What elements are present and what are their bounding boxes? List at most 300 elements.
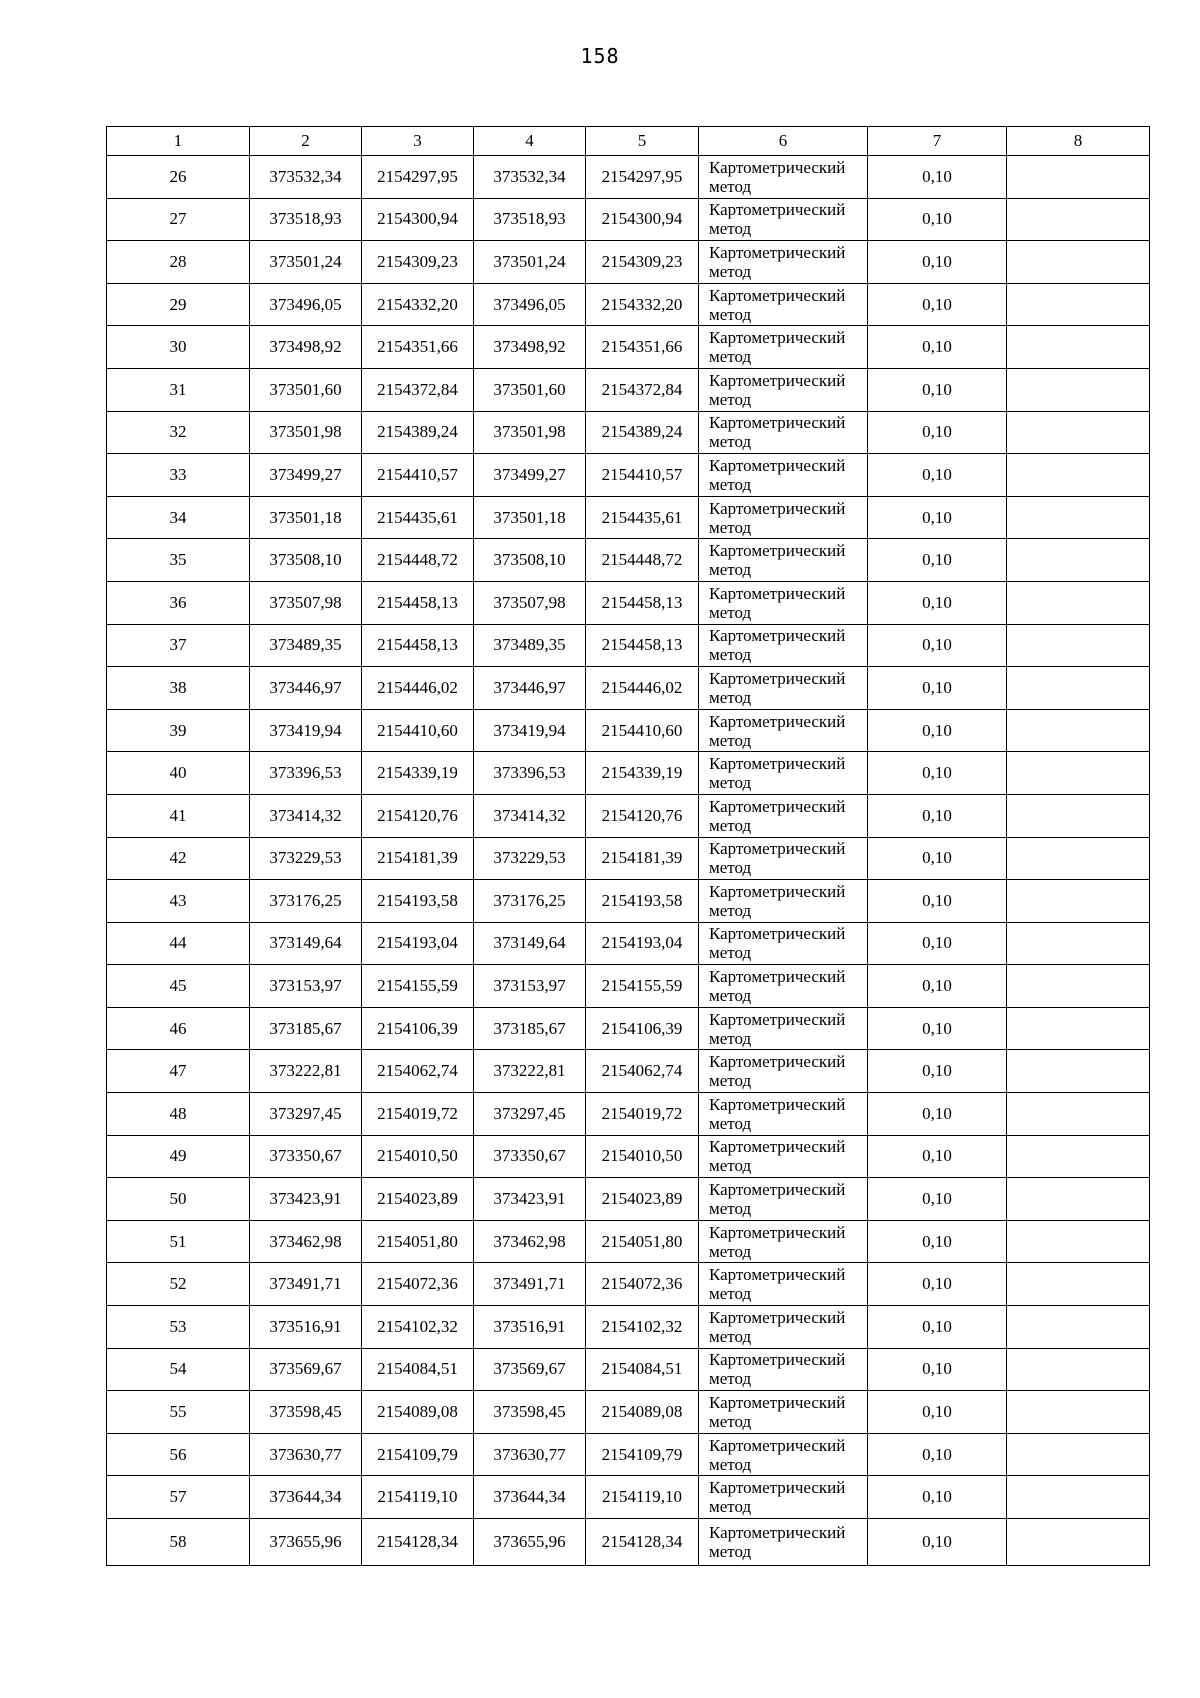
y-coord-cell: 2154332,20 bbox=[586, 283, 699, 326]
method-cell: Картометрический метод bbox=[699, 581, 868, 624]
table-row bbox=[107, 283, 1150, 326]
point-number-cell: 41 bbox=[107, 794, 250, 837]
y-coord-cell: 2154155,59 bbox=[586, 965, 699, 1008]
y-coord-cell: 2154072,36 bbox=[362, 1263, 474, 1306]
y-coord-cell: 2154010,50 bbox=[362, 1135, 474, 1178]
x-coord-cell: 373518,93 bbox=[250, 198, 362, 241]
accuracy-cell: 0,10 bbox=[868, 880, 1007, 923]
point-number-cell: 54 bbox=[107, 1348, 250, 1391]
y-coord-cell: 2154181,39 bbox=[362, 837, 474, 880]
point-number-cell: 27 bbox=[107, 198, 250, 241]
y-coord-cell: 2154019,72 bbox=[586, 1093, 699, 1136]
y-coord-cell: 2154446,02 bbox=[362, 667, 474, 710]
x-coord-cell: 373532,34 bbox=[474, 156, 586, 199]
method-cell: Картометрический метод bbox=[699, 1391, 868, 1434]
y-coord-cell: 2154309,23 bbox=[362, 241, 474, 284]
x-coord-cell: 373229,53 bbox=[474, 837, 586, 880]
point-number-cell: 29 bbox=[107, 283, 250, 326]
header-row bbox=[107, 127, 1150, 156]
point-number-cell: 30 bbox=[107, 326, 250, 369]
x-coord-cell: 373644,34 bbox=[250, 1476, 362, 1519]
header-cell: 8 bbox=[1007, 127, 1150, 156]
point-number-cell: 43 bbox=[107, 880, 250, 923]
point-number-cell: 38 bbox=[107, 667, 250, 710]
table-row bbox=[107, 1135, 1150, 1178]
header-cell: 2 bbox=[250, 127, 362, 156]
note-cell bbox=[1007, 368, 1150, 411]
x-coord-cell: 373498,92 bbox=[474, 326, 586, 369]
method-cell: Картометрический метод bbox=[699, 368, 868, 411]
note-cell bbox=[1007, 1007, 1150, 1050]
note-cell bbox=[1007, 496, 1150, 539]
table-row bbox=[107, 1519, 1150, 1566]
note-cell bbox=[1007, 1093, 1150, 1136]
y-coord-cell: 2154309,23 bbox=[586, 241, 699, 284]
method-cell: Картометрический метод bbox=[699, 752, 868, 795]
method-cell: Картометрический метод bbox=[699, 454, 868, 497]
accuracy-cell: 0,10 bbox=[868, 1476, 1007, 1519]
note-cell bbox=[1007, 1433, 1150, 1476]
x-coord-cell: 373396,53 bbox=[474, 752, 586, 795]
y-coord-cell: 2154297,95 bbox=[362, 156, 474, 199]
note-cell bbox=[1007, 1391, 1150, 1434]
accuracy-cell: 0,10 bbox=[868, 581, 1007, 624]
method-cell: Картометрический метод bbox=[699, 241, 868, 284]
point-number-cell: 50 bbox=[107, 1178, 250, 1221]
table-row bbox=[107, 581, 1150, 624]
y-coord-cell: 2154119,10 bbox=[586, 1476, 699, 1519]
note-cell bbox=[1007, 1220, 1150, 1263]
method-cell: Картометрический метод bbox=[699, 156, 868, 199]
point-number-cell: 51 bbox=[107, 1220, 250, 1263]
y-coord-cell: 2154410,60 bbox=[362, 709, 474, 752]
accuracy-cell: 0,10 bbox=[868, 1306, 1007, 1349]
x-coord-cell: 373153,97 bbox=[250, 965, 362, 1008]
accuracy-cell: 0,10 bbox=[868, 1348, 1007, 1391]
note-cell bbox=[1007, 965, 1150, 1008]
x-coord-cell: 373489,35 bbox=[250, 624, 362, 667]
x-coord-cell: 373630,77 bbox=[474, 1433, 586, 1476]
table-row bbox=[107, 752, 1150, 795]
x-coord-cell: 373350,67 bbox=[474, 1135, 586, 1178]
table-row bbox=[107, 922, 1150, 965]
x-coord-cell: 373419,94 bbox=[250, 709, 362, 752]
header-cell: 6 bbox=[699, 127, 868, 156]
y-coord-cell: 2154072,36 bbox=[586, 1263, 699, 1306]
y-coord-cell: 2154193,58 bbox=[362, 880, 474, 923]
x-coord-cell: 373496,05 bbox=[250, 283, 362, 326]
x-coord-cell: 373297,45 bbox=[250, 1093, 362, 1136]
note-cell bbox=[1007, 156, 1150, 199]
note-cell bbox=[1007, 454, 1150, 497]
note-cell bbox=[1007, 1263, 1150, 1306]
accuracy-cell: 0,10 bbox=[868, 1007, 1007, 1050]
y-coord-cell: 2154106,39 bbox=[362, 1007, 474, 1050]
note-cell bbox=[1007, 880, 1150, 923]
y-coord-cell: 2154193,58 bbox=[586, 880, 699, 923]
method-cell: Картометрический метод bbox=[699, 1220, 868, 1263]
note-cell bbox=[1007, 1178, 1150, 1221]
x-coord-cell: 373185,67 bbox=[474, 1007, 586, 1050]
table-row bbox=[107, 1476, 1150, 1519]
table-row bbox=[107, 496, 1150, 539]
header-cell: 4 bbox=[474, 127, 586, 156]
note-cell bbox=[1007, 1348, 1150, 1391]
y-coord-cell: 2154062,74 bbox=[586, 1050, 699, 1093]
table-header bbox=[107, 127, 1150, 156]
y-coord-cell: 2154102,32 bbox=[586, 1306, 699, 1349]
table-row bbox=[107, 1007, 1150, 1050]
y-coord-cell: 2154458,13 bbox=[586, 624, 699, 667]
accuracy-cell: 0,10 bbox=[868, 667, 1007, 710]
x-coord-cell: 373518,93 bbox=[474, 198, 586, 241]
header-cell: 3 bbox=[362, 127, 474, 156]
accuracy-cell: 0,10 bbox=[868, 1178, 1007, 1221]
coordinates-table bbox=[106, 126, 1150, 1566]
y-coord-cell: 2154435,61 bbox=[362, 496, 474, 539]
accuracy-cell: 0,10 bbox=[868, 1220, 1007, 1263]
accuracy-cell: 0,10 bbox=[868, 1135, 1007, 1178]
method-cell: Картометрический метод bbox=[699, 1433, 868, 1476]
y-coord-cell: 2154448,72 bbox=[586, 539, 699, 582]
y-coord-cell: 2154128,34 bbox=[586, 1519, 699, 1566]
x-coord-cell: 373569,67 bbox=[250, 1348, 362, 1391]
accuracy-cell: 0,10 bbox=[868, 1433, 1007, 1476]
point-number-cell: 48 bbox=[107, 1093, 250, 1136]
note-cell bbox=[1007, 1519, 1150, 1566]
x-coord-cell: 373414,32 bbox=[250, 794, 362, 837]
y-coord-cell: 2154389,24 bbox=[586, 411, 699, 454]
note-cell bbox=[1007, 241, 1150, 284]
y-coord-cell: 2154051,80 bbox=[586, 1220, 699, 1263]
method-cell: Картометрический метод bbox=[699, 1263, 868, 1306]
y-coord-cell: 2154193,04 bbox=[362, 922, 474, 965]
table-row bbox=[107, 1178, 1150, 1221]
table-row bbox=[107, 837, 1150, 880]
x-coord-cell: 373598,45 bbox=[250, 1391, 362, 1434]
header-cell: 7 bbox=[868, 127, 1007, 156]
y-coord-cell: 2154297,95 bbox=[586, 156, 699, 199]
y-coord-cell: 2154023,89 bbox=[362, 1178, 474, 1221]
y-coord-cell: 2154339,19 bbox=[362, 752, 474, 795]
table-row bbox=[107, 1050, 1150, 1093]
note-cell bbox=[1007, 794, 1150, 837]
x-coord-cell: 373350,67 bbox=[250, 1135, 362, 1178]
x-coord-cell: 373423,91 bbox=[474, 1178, 586, 1221]
table-row bbox=[107, 880, 1150, 923]
method-cell: Картометрический метод bbox=[699, 624, 868, 667]
y-coord-cell: 2154089,08 bbox=[586, 1391, 699, 1434]
note-cell bbox=[1007, 667, 1150, 710]
x-coord-cell: 373491,71 bbox=[474, 1263, 586, 1306]
method-cell: Картометрический метод bbox=[699, 922, 868, 965]
y-coord-cell: 2154128,34 bbox=[362, 1519, 474, 1566]
y-coord-cell: 2154120,76 bbox=[586, 794, 699, 837]
y-coord-cell: 2154106,39 bbox=[586, 1007, 699, 1050]
method-cell: Картометрический метод bbox=[699, 1135, 868, 1178]
method-cell: Картометрический метод bbox=[699, 1093, 868, 1136]
table-row bbox=[107, 965, 1150, 1008]
point-number-cell: 31 bbox=[107, 368, 250, 411]
table-row bbox=[107, 1220, 1150, 1263]
point-number-cell: 33 bbox=[107, 454, 250, 497]
method-cell: Картометрический метод bbox=[699, 1178, 868, 1221]
note-cell bbox=[1007, 1135, 1150, 1178]
point-number-cell: 58 bbox=[107, 1519, 250, 1566]
accuracy-cell: 0,10 bbox=[868, 922, 1007, 965]
note-cell bbox=[1007, 1306, 1150, 1349]
x-coord-cell: 373297,45 bbox=[474, 1093, 586, 1136]
x-coord-cell: 373446,97 bbox=[250, 667, 362, 710]
accuracy-cell: 0,10 bbox=[868, 624, 1007, 667]
accuracy-cell: 0,10 bbox=[868, 326, 1007, 369]
x-coord-cell: 373569,67 bbox=[474, 1348, 586, 1391]
y-coord-cell: 2154458,13 bbox=[586, 581, 699, 624]
y-coord-cell: 2154119,10 bbox=[362, 1476, 474, 1519]
x-coord-cell: 373501,60 bbox=[250, 368, 362, 411]
point-number-cell: 46 bbox=[107, 1007, 250, 1050]
x-coord-cell: 373499,27 bbox=[474, 454, 586, 497]
accuracy-cell: 0,10 bbox=[868, 1263, 1007, 1306]
accuracy-cell: 0,10 bbox=[868, 965, 1007, 1008]
note-cell bbox=[1007, 1050, 1150, 1093]
x-coord-cell: 373499,27 bbox=[250, 454, 362, 497]
note-cell bbox=[1007, 198, 1150, 241]
accuracy-cell: 0,10 bbox=[868, 454, 1007, 497]
y-coord-cell: 2154019,72 bbox=[362, 1093, 474, 1136]
point-number-cell: 55 bbox=[107, 1391, 250, 1434]
note-cell bbox=[1007, 581, 1150, 624]
method-cell: Картометрический метод bbox=[699, 965, 868, 1008]
x-coord-cell: 373644,34 bbox=[474, 1476, 586, 1519]
method-cell: Картометрический метод bbox=[699, 1519, 868, 1566]
y-coord-cell: 2154300,94 bbox=[586, 198, 699, 241]
x-coord-cell: 373501,24 bbox=[474, 241, 586, 284]
method-cell: Картометрический метод bbox=[699, 794, 868, 837]
accuracy-cell: 0,10 bbox=[868, 794, 1007, 837]
method-cell: Картометрический метод bbox=[699, 880, 868, 923]
method-cell: Картометрический метод bbox=[699, 496, 868, 539]
x-coord-cell: 373176,25 bbox=[250, 880, 362, 923]
y-coord-cell: 2154300,94 bbox=[362, 198, 474, 241]
accuracy-cell: 0,10 bbox=[868, 539, 1007, 582]
method-cell: Картометрический метод bbox=[699, 1007, 868, 1050]
x-coord-cell: 373501,98 bbox=[250, 411, 362, 454]
table-row bbox=[107, 624, 1150, 667]
note-cell bbox=[1007, 283, 1150, 326]
table-row bbox=[107, 326, 1150, 369]
accuracy-cell: 0,10 bbox=[868, 368, 1007, 411]
x-coord-cell: 373501,18 bbox=[250, 496, 362, 539]
x-coord-cell: 373222,81 bbox=[474, 1050, 586, 1093]
x-coord-cell: 373153,97 bbox=[474, 965, 586, 1008]
y-coord-cell: 2154084,51 bbox=[586, 1348, 699, 1391]
method-cell: Картометрический метод bbox=[699, 198, 868, 241]
method-cell: Картометрический метод bbox=[699, 667, 868, 710]
y-coord-cell: 2154372,84 bbox=[362, 368, 474, 411]
x-coord-cell: 373489,35 bbox=[474, 624, 586, 667]
accuracy-cell: 0,10 bbox=[868, 411, 1007, 454]
accuracy-cell: 0,10 bbox=[868, 709, 1007, 752]
x-coord-cell: 373176,25 bbox=[474, 880, 586, 923]
note-cell bbox=[1007, 326, 1150, 369]
table-row bbox=[107, 667, 1150, 710]
point-number-cell: 52 bbox=[107, 1263, 250, 1306]
point-number-cell: 47 bbox=[107, 1050, 250, 1093]
x-coord-cell: 373508,10 bbox=[474, 539, 586, 582]
y-coord-cell: 2154062,74 bbox=[362, 1050, 474, 1093]
y-coord-cell: 2154351,66 bbox=[362, 326, 474, 369]
y-coord-cell: 2154458,13 bbox=[362, 624, 474, 667]
point-number-cell: 53 bbox=[107, 1306, 250, 1349]
x-coord-cell: 373532,34 bbox=[250, 156, 362, 199]
y-coord-cell: 2154389,24 bbox=[362, 411, 474, 454]
x-coord-cell: 373185,67 bbox=[250, 1007, 362, 1050]
x-coord-cell: 373462,98 bbox=[474, 1220, 586, 1263]
accuracy-cell: 0,10 bbox=[868, 1050, 1007, 1093]
y-coord-cell: 2154410,57 bbox=[362, 454, 474, 497]
x-coord-cell: 373507,98 bbox=[250, 581, 362, 624]
method-cell: Картометрический метод bbox=[699, 837, 868, 880]
y-coord-cell: 2154435,61 bbox=[586, 496, 699, 539]
table-row bbox=[107, 411, 1150, 454]
x-coord-cell: 373396,53 bbox=[250, 752, 362, 795]
y-coord-cell: 2154120,76 bbox=[362, 794, 474, 837]
note-cell bbox=[1007, 1476, 1150, 1519]
point-number-cell: 45 bbox=[107, 965, 250, 1008]
accuracy-cell: 0,10 bbox=[868, 198, 1007, 241]
accuracy-cell: 0,10 bbox=[868, 837, 1007, 880]
accuracy-cell: 0,10 bbox=[868, 1093, 1007, 1136]
x-coord-cell: 373496,05 bbox=[474, 283, 586, 326]
y-coord-cell: 2154181,39 bbox=[586, 837, 699, 880]
table-row bbox=[107, 539, 1150, 582]
x-coord-cell: 373414,32 bbox=[474, 794, 586, 837]
method-cell: Картометрический метод bbox=[699, 1348, 868, 1391]
x-coord-cell: 373229,53 bbox=[250, 837, 362, 880]
method-cell: Картометрический метод bbox=[699, 1050, 868, 1093]
table-row bbox=[107, 1433, 1150, 1476]
accuracy-cell: 0,10 bbox=[868, 1519, 1007, 1566]
note-cell bbox=[1007, 752, 1150, 795]
x-coord-cell: 373501,18 bbox=[474, 496, 586, 539]
point-number-cell: 35 bbox=[107, 539, 250, 582]
y-coord-cell: 2154193,04 bbox=[586, 922, 699, 965]
y-coord-cell: 2154458,13 bbox=[362, 581, 474, 624]
point-number-cell: 37 bbox=[107, 624, 250, 667]
y-coord-cell: 2154010,50 bbox=[586, 1135, 699, 1178]
x-coord-cell: 373149,64 bbox=[474, 922, 586, 965]
y-coord-cell: 2154102,32 bbox=[362, 1306, 474, 1349]
accuracy-cell: 0,10 bbox=[868, 156, 1007, 199]
x-coord-cell: 373491,71 bbox=[250, 1263, 362, 1306]
accuracy-cell: 0,10 bbox=[868, 283, 1007, 326]
table-row bbox=[107, 1348, 1150, 1391]
table-body bbox=[107, 156, 1150, 1566]
x-coord-cell: 373655,96 bbox=[250, 1519, 362, 1566]
method-cell: Картометрический метод bbox=[699, 539, 868, 582]
note-cell bbox=[1007, 539, 1150, 582]
table-row bbox=[107, 1306, 1150, 1349]
point-number-cell: 49 bbox=[107, 1135, 250, 1178]
table-row bbox=[107, 1263, 1150, 1306]
x-coord-cell: 373501,98 bbox=[474, 411, 586, 454]
table-row bbox=[107, 1093, 1150, 1136]
x-coord-cell: 373507,98 bbox=[474, 581, 586, 624]
x-coord-cell: 373498,92 bbox=[250, 326, 362, 369]
y-coord-cell: 2154051,80 bbox=[362, 1220, 474, 1263]
accuracy-cell: 0,10 bbox=[868, 1391, 1007, 1434]
method-cell: Картометрический метод bbox=[699, 1476, 868, 1519]
y-coord-cell: 2154351,66 bbox=[586, 326, 699, 369]
note-cell bbox=[1007, 624, 1150, 667]
y-coord-cell: 2154410,57 bbox=[586, 454, 699, 497]
point-number-cell: 56 bbox=[107, 1433, 250, 1476]
note-cell bbox=[1007, 411, 1150, 454]
point-number-cell: 28 bbox=[107, 241, 250, 284]
method-cell: Картометрический метод bbox=[699, 283, 868, 326]
x-coord-cell: 373630,77 bbox=[250, 1433, 362, 1476]
y-coord-cell: 2154155,59 bbox=[362, 965, 474, 1008]
point-number-cell: 42 bbox=[107, 837, 250, 880]
x-coord-cell: 373501,60 bbox=[474, 368, 586, 411]
accuracy-cell: 0,10 bbox=[868, 496, 1007, 539]
table-row bbox=[107, 454, 1150, 497]
point-number-cell: 26 bbox=[107, 156, 250, 199]
method-cell: Картометрический метод bbox=[699, 326, 868, 369]
x-coord-cell: 373446,97 bbox=[474, 667, 586, 710]
page-number: 158 bbox=[580, 44, 620, 68]
x-coord-cell: 373501,24 bbox=[250, 241, 362, 284]
header-cell: 5 bbox=[586, 127, 699, 156]
note-cell bbox=[1007, 837, 1150, 880]
y-coord-cell: 2154332,20 bbox=[362, 283, 474, 326]
x-coord-cell: 373655,96 bbox=[474, 1519, 586, 1566]
method-cell: Картометрический метод bbox=[699, 1306, 868, 1349]
table-row bbox=[107, 368, 1150, 411]
point-number-cell: 32 bbox=[107, 411, 250, 454]
table-row bbox=[107, 1391, 1150, 1434]
x-coord-cell: 373462,98 bbox=[250, 1220, 362, 1263]
x-coord-cell: 373598,45 bbox=[474, 1391, 586, 1434]
point-number-cell: 40 bbox=[107, 752, 250, 795]
x-coord-cell: 373516,91 bbox=[474, 1306, 586, 1349]
table-row bbox=[107, 156, 1150, 199]
point-number-cell: 44 bbox=[107, 922, 250, 965]
y-coord-cell: 2154372,84 bbox=[586, 368, 699, 411]
y-coord-cell: 2154023,89 bbox=[586, 1178, 699, 1221]
method-cell: Картометрический метод bbox=[699, 411, 868, 454]
y-coord-cell: 2154410,60 bbox=[586, 709, 699, 752]
x-coord-cell: 373516,91 bbox=[250, 1306, 362, 1349]
x-coord-cell: 373222,81 bbox=[250, 1050, 362, 1093]
y-coord-cell: 2154084,51 bbox=[362, 1348, 474, 1391]
x-coord-cell: 373508,10 bbox=[250, 539, 362, 582]
point-number-cell: 39 bbox=[107, 709, 250, 752]
point-number-cell: 34 bbox=[107, 496, 250, 539]
accuracy-cell: 0,10 bbox=[868, 241, 1007, 284]
point-number-cell: 57 bbox=[107, 1476, 250, 1519]
x-coord-cell: 373423,91 bbox=[250, 1178, 362, 1221]
x-coord-cell: 373149,64 bbox=[250, 922, 362, 965]
table-row bbox=[107, 709, 1150, 752]
table-row bbox=[107, 198, 1150, 241]
point-number-cell: 36 bbox=[107, 581, 250, 624]
y-coord-cell: 2154089,08 bbox=[362, 1391, 474, 1434]
method-cell: Картометрический метод bbox=[699, 709, 868, 752]
y-coord-cell: 2154448,72 bbox=[362, 539, 474, 582]
header-cell: 1 bbox=[107, 127, 250, 156]
